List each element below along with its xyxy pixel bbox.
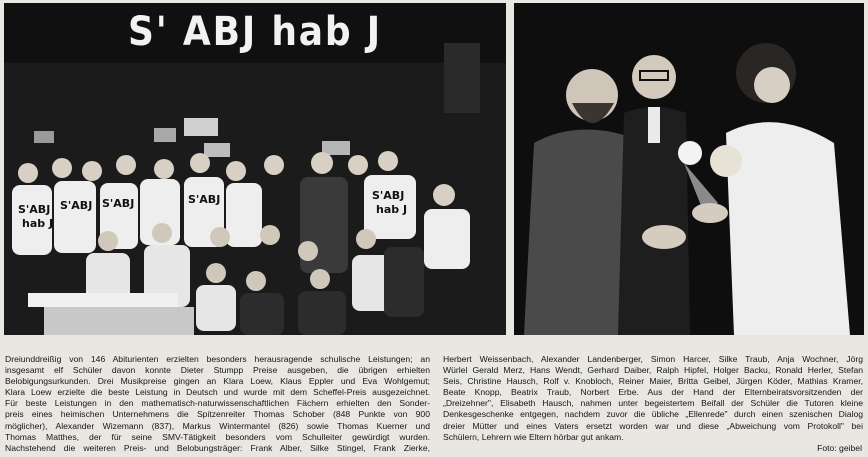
caption-line: Würlel Gerald Merz, Hans Wendt, Gerhard Daiber, Ralph Hipfel, Holger Backu, Ronald Herler, Stefan [443,365,863,376]
caption-right-column [443,354,863,443]
handover-photo-illustration [514,3,864,335]
svg-text:hab J: hab J [22,217,54,230]
svg-text:S'ABJ: S'ABJ [372,189,405,202]
caption-line: möglicher), Alexander Wizemann (837), Markus Wintermantel (826) sowie Thomas Kuerner und [5,420,430,431]
svg-text:S'ABJ: S'ABJ [188,193,221,206]
caption-line: Dreiunddreißig von 146 Abiturienten erzielten besonders herausragende schulische Leistungen; an [5,354,430,364]
caption-line: preis eines heimischen Unternehmens die Spitzenreiter Thomas Schober (848 Punkte von 900 [5,409,430,420]
photo-credit: Foto: geibel [817,443,862,453]
svg-text:S'ABJ: S'ABJ [18,203,51,216]
svg-text:hab J: hab J [376,203,408,216]
right-photo-gift-handover [514,3,864,335]
caption-line: insgesamt elf Schüler davon konnte Dieter Stumpp Preise ausgeben, die übrigen erhielten [5,365,430,376]
caption-line: dreier Mütter und eines Vaters ersetzt worden war und diese „Abweichung vom Protokoll" bei [443,420,863,431]
caption-left-column [5,354,430,454]
caption-line: Seis, Christine Hausch, Rolf v. Knobloch, Reiner Maier, Britta Geibel, Jürgen Köder, Mathias Kramer, [443,376,863,387]
svg-text:S'ABJ: S'ABJ [60,199,93,212]
caption-line: Nachstehend die weiteren Preis- und Belobungsträger: Frank Alber, Silke Stingel, Frank Zierke, [5,442,430,453]
caption-line: Denkesgeschenke entgegen, nachdem zuvor die übliche „Ellenrede" durch einen szenischen Dialog [443,409,863,420]
caption-line: Belobigungsurkunden. Drei Musikpreise gingen an Klara Loew, Klaus Eppler und Eva Wohlgemut; [5,376,430,387]
caption-line: „Dreizehner", Elisabeth Hausch, nahmen unter begeistertem Beifall der Schüler die Tutoren kleine [443,398,863,409]
caption-line: Thomas Matthes, der für seine SMV-Tätigkeit besonders vom Schulleiter gewürdigt wurden. [5,431,430,442]
svg-text:S'ABJ: S'ABJ [102,197,135,210]
left-photo-group-of-graduates [4,3,506,335]
banner-text: S' ABJ hab J [128,9,382,55]
caption-line: Schülern, Lehrern wie Eltern hörbar gut ankam. [443,431,624,442]
caption-line: Beate Knopp, Beatrix Traub, Norbert Erbe. Aus der Hand der Elternbeiratsvorsitzenden der [443,387,863,398]
caption-line: Herbert Weissenbach, Alexander Landenberger, Simon Harcer, Silke Traub, Anja Wochner, Jörg [443,354,863,364]
caption-line: Für beste Leistungen in den mathematisch-naturwissenschaftlichen Fächern erhielten den Sonder- [5,398,430,409]
caption-line: Klara Loew erzielte die beste Leistung in Deutsch und wurde mit dem Scheffel-Preis ausgezeichnet. [5,387,430,398]
